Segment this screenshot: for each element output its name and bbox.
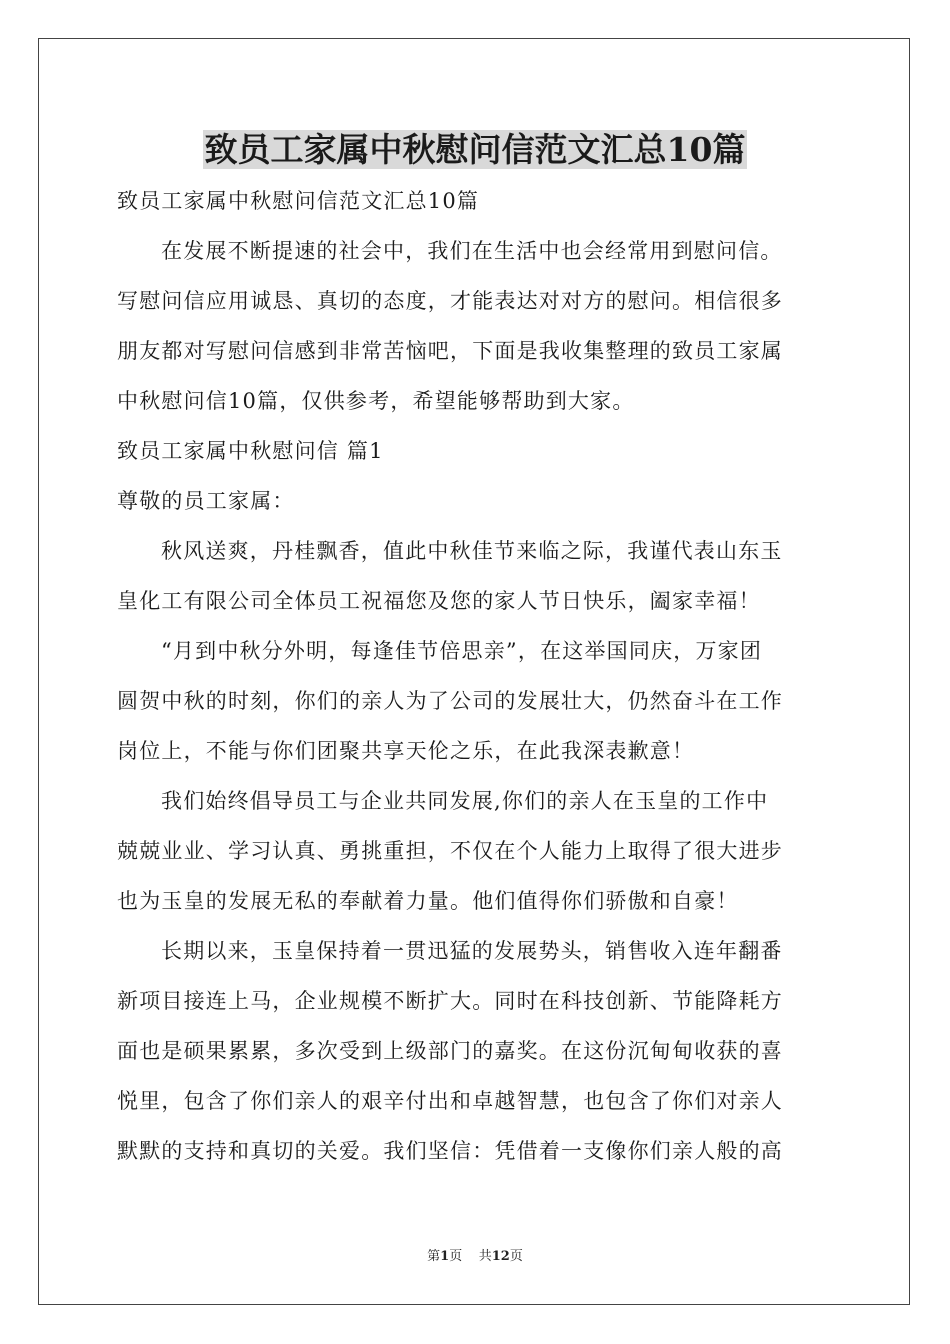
text-line: 面也是硕果累累，多次受到上级部门的嘉奖。在这份沉甸甸收获的喜 xyxy=(117,1039,783,1063)
footer-total-prefix: 共 xyxy=(478,1249,492,1264)
text-line: “月到中秋分外明，每逢佳节倍思亲”，在这举国同庆，万家团 xyxy=(161,639,763,663)
text-line: 致员工家属中秋慰问信 篇1 xyxy=(117,439,384,463)
text-line: 悦里，包含了你们亲人的艰辛付出和卓越智慧，也包含了你们对亲人 xyxy=(117,1089,783,1113)
text-line: 致员工家属中秋慰问信范文汇总10篇 xyxy=(117,189,480,213)
document-title xyxy=(0,127,950,173)
text-line: 秋风送爽，丹桂飘香，值此中秋佳节来临之际，我谨代表山东玉 xyxy=(161,539,783,563)
title-highlight: 致员工家属中秋慰问信范文汇总10篇 xyxy=(204,130,746,169)
text-line: 岗位上，不能与你们团聚共享天伦之乐，在此我深表歉意！ xyxy=(117,739,695,763)
text-line: 在发展不断提速的社会中，我们在生活中也会经常用到慰问信。 xyxy=(161,239,783,263)
text-line: 圆贺中秋的时刻，你们的亲人为了公司的发展壮大，仍然奋斗在工作 xyxy=(117,689,783,713)
text-line: 皇化工有限公司全体员工祝福您及您的家人节日快乐，阖家幸福！ xyxy=(117,589,761,613)
text-line: 默默的支持和真切的关爱。我们坚信：凭借着一支像你们亲人般的高 xyxy=(117,1139,783,1163)
text-line: 新项目接连上马，企业规模不断扩大。同时在科技创新、节能降耗方 xyxy=(117,989,783,1013)
footer-total-suffix: 页 xyxy=(509,1249,523,1264)
text-line: 也为玉皇的发展无私的奉献着力量。他们值得你们骄傲和自豪！ xyxy=(117,889,739,913)
text-line: 我们始终倡导员工与企业共同发展,你们的亲人在玉皇的工作中 xyxy=(161,789,769,813)
text-line: 长期以来，玉皇保持着一贯迅猛的发展势头，销售收入连年翻番 xyxy=(161,939,783,963)
footer-page-suffix: 页 xyxy=(449,1249,463,1264)
document-body xyxy=(117,176,833,1176)
text-line: 朋友都对写慰问信感到非常苦恼吧，下面是我收集整理的致员工家属 xyxy=(117,339,783,363)
text-line: 尊敬的员工家属： xyxy=(117,489,295,513)
footer-page-current: 1 xyxy=(440,1249,450,1264)
text-line: 中秋慰问信10篇，仅供参考，希望能够帮助到大家。 xyxy=(117,389,635,413)
text-line: 写慰问信应用诚恳、真切的态度，才能表达对对方的慰问。相信很多 xyxy=(117,289,783,313)
footer-page-prefix: 第 xyxy=(427,1249,441,1264)
page-footer xyxy=(0,1248,950,1266)
footer-page-total: 12 xyxy=(491,1249,510,1264)
text-line: 兢兢业业、学习认真、勇挑重担，不仅在个人能力上取得了很大进步 xyxy=(117,839,783,863)
